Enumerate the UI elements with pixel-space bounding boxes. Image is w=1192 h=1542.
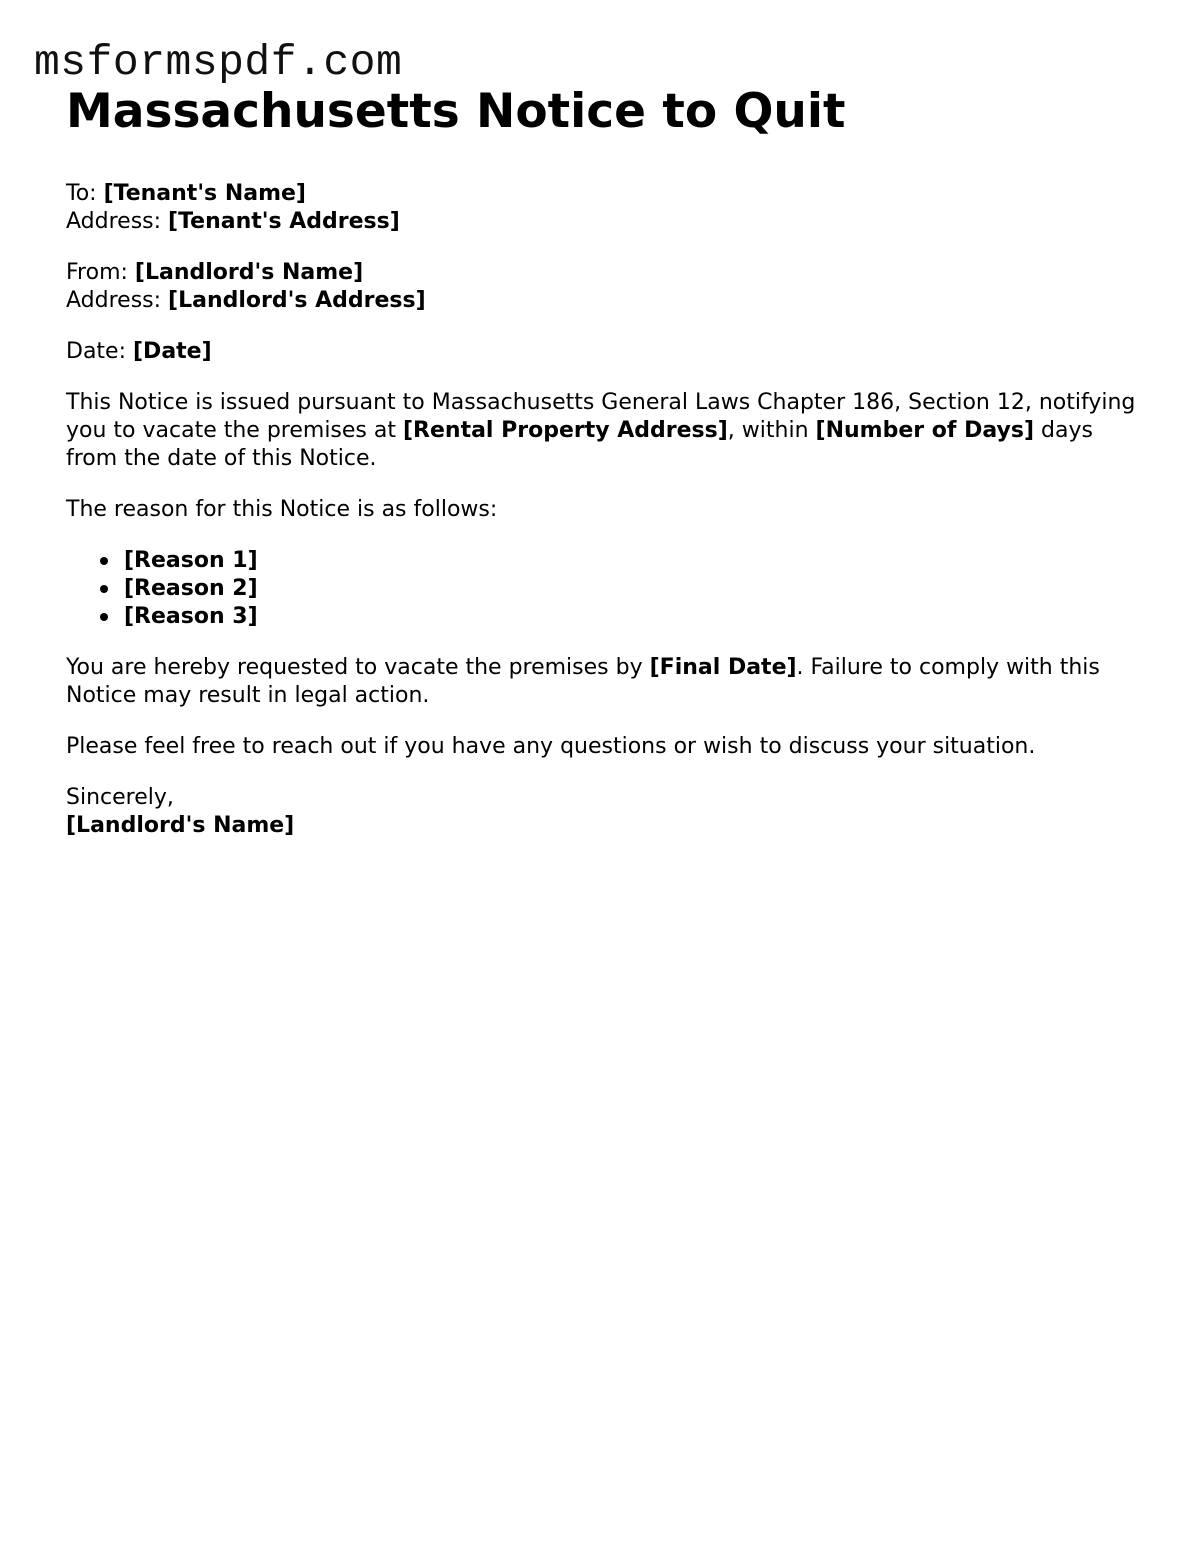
list-item <box>124 575 1136 603</box>
intro-text-2: , within <box>727 418 816 443</box>
intro-paragraph <box>66 389 1136 473</box>
sender-block <box>66 259 1136 315</box>
intro-text-1: This Notice is issued pursuant to Massachusetts General Laws Chapter 186, Section 12, notifying you to vacate the premises at <box>66 390 1136 443</box>
date-label: Date: <box>66 339 126 364</box>
number-of-days: [Number of Days] <box>815 418 1035 443</box>
tenant-address: [Tenant's Address] <box>168 209 400 234</box>
from-label: From: <box>66 260 128 285</box>
to-label: To: <box>66 181 97 206</box>
date-value: [Date] <box>133 339 212 364</box>
list-item <box>124 603 1136 631</box>
watermark: msformspdf.com <box>34 38 403 87</box>
reason-intro: The reason for this Notice is as follows: <box>66 497 498 522</box>
landlord-name: [Landlord's Name] <box>134 260 364 285</box>
list-item <box>124 547 1136 575</box>
recipient-block <box>66 180 1136 236</box>
reason-3: [Reason 3] <box>124 604 258 629</box>
page-title: Massachusetts Notice to Quit <box>66 84 846 139</box>
date-line <box>66 338 1136 366</box>
document-body <box>66 82 1136 863</box>
closing-note: Please feel free to reach out if you have any questions or wish to discuss your situation. <box>66 734 1036 759</box>
rental-property-address: [Rental Property Address] <box>402 418 728 443</box>
request-paragraph <box>66 654 1136 710</box>
tenant-name: [Tenant's Name] <box>103 181 306 206</box>
landlord-address: [Landlord's Address] <box>168 288 426 313</box>
signer-name: [Landlord's Name] <box>66 813 295 838</box>
reason-1: [Reason 1] <box>124 548 258 573</box>
closing-word: Sincerely, <box>66 785 174 810</box>
reason-2: [Reason 2] <box>124 576 258 601</box>
request-text-1: You are hereby requested to vacate the premises by <box>66 655 650 680</box>
to-address-label: Address: <box>66 209 162 234</box>
final-date: [Final Date] <box>649 655 797 680</box>
signature-block <box>66 784 1136 840</box>
request-text-2: . Failure to comply with this Notice may result in legal action. <box>66 655 1100 708</box>
intro-text-3: days from the date of this Notice. <box>66 418 1093 471</box>
reason-list <box>66 547 1136 631</box>
from-address-label: Address: <box>66 288 162 313</box>
